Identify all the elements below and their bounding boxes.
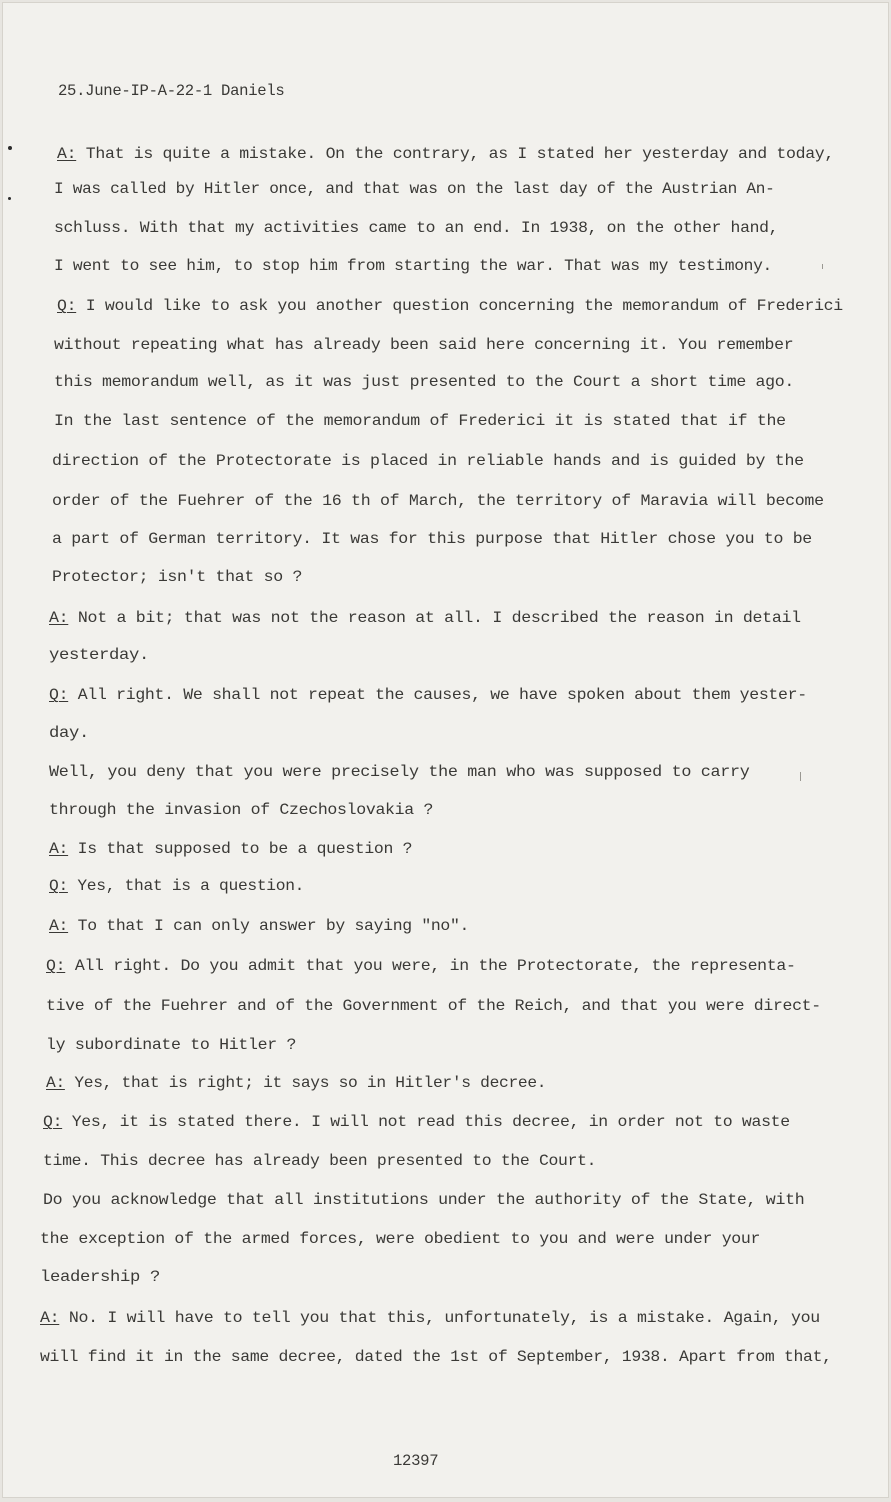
speaker-label: Q:	[46, 957, 66, 975]
line-text: without repeating what has already been said here concerning it. You remember	[54, 336, 794, 354]
line-text: time. This decree has already been presented to the Court.	[43, 1152, 597, 1170]
line-text: Is that supposed to be a question ?	[68, 840, 413, 858]
line-text: order of the Fuehrer of the 16 th of March, the territory of Maravia will become	[52, 492, 824, 510]
line-text: That is quite a mistake. On the contrary, as I stated her yesterday and today,	[76, 145, 834, 163]
line-text: All right. Do you admit that you were, in the Protectorate, the representa-	[65, 957, 796, 975]
stray-mark	[822, 264, 823, 269]
line-text: To that I can only answer by saying "no".	[68, 917, 470, 935]
text-line	[46, 1073, 546, 1093]
line-text: No. I will have to tell you that this, unfortunately, is a mistake. Again, you	[59, 1309, 820, 1327]
stray-mark	[800, 772, 801, 781]
speaker-label: A:	[46, 1074, 65, 1092]
line-text: I was called by Hitler once, and that was on the last day of the Austrian An-	[54, 180, 775, 198]
text-line	[54, 411, 786, 431]
page-number: 12397	[393, 1452, 439, 1470]
text-line	[49, 723, 89, 743]
line-text: the exception of the armed forces, were obedient to you and were under your	[40, 1230, 761, 1248]
text-line	[49, 800, 433, 820]
margin-dot	[8, 197, 11, 200]
line-text: Not a bit; that was not the reason at all. I described the reason in detail	[68, 609, 801, 627]
text-line	[40, 1308, 820, 1328]
speaker-label: Q:	[43, 1113, 63, 1131]
text-line	[46, 1035, 296, 1055]
line-text: All right. We shall not repeat the causes, we have spoken about them yester-	[68, 686, 807, 704]
text-line	[49, 762, 749, 782]
text-line	[54, 218, 778, 238]
speaker-label: Q:	[49, 877, 68, 895]
text-line	[46, 956, 796, 976]
speaker-label: A:	[57, 145, 77, 163]
text-line	[49, 685, 807, 705]
line-text: yesterday.	[49, 646, 149, 664]
line-text: will find it in the same decree, dated the 1st of September, 1938. Apart from that,	[40, 1348, 832, 1366]
margin-dot	[8, 146, 12, 150]
line-text: day.	[49, 724, 90, 742]
text-line	[54, 335, 793, 355]
line-text: direction of the Protectorate is placed in reliable hands and is guided by the	[52, 452, 804, 470]
text-line	[40, 1267, 160, 1287]
text-line	[52, 529, 812, 549]
line-text: In the last sentence of the memorandum of Frederici it is stated that if the	[54, 412, 786, 430]
text-line	[46, 996, 821, 1016]
speaker-label: Q:	[49, 686, 69, 704]
text-line	[40, 1347, 832, 1367]
text-line	[40, 1229, 760, 1249]
line-text: Well, you deny that you were precisely the man who was supposed to carry	[49, 763, 750, 781]
line-text: Protector; isn't that so ?	[52, 568, 303, 586]
line-text: Do you acknowledge that all institutions under the authority of the State, with	[43, 1191, 805, 1209]
line-text: I went to see him, to stop him from starting the war. That was my testimony.	[54, 257, 773, 275]
text-line	[49, 839, 412, 859]
text-line	[49, 916, 469, 936]
text-line	[49, 876, 304, 896]
text-line	[43, 1151, 596, 1171]
line-text: tive of the Fuehrer and of the Government of the Reich, and that you were direct-	[46, 997, 821, 1015]
text-line	[52, 451, 804, 471]
line-text: Yes, that is a question.	[67, 877, 305, 895]
speaker-label: A:	[49, 917, 69, 935]
speaker-label: A:	[49, 609, 69, 627]
line-text: ly subordinate to Hitler ?	[46, 1036, 297, 1054]
line-text: I would like to ask you another question concerning the memorandum of Frederici	[76, 297, 843, 315]
text-line	[52, 567, 302, 587]
text-line	[57, 144, 834, 164]
line-text: this memorandum well, as it was just presented to the Court a short time ago.	[54, 373, 794, 391]
speaker-label: A:	[49, 840, 69, 858]
speaker-label: Q:	[57, 297, 77, 315]
text-line	[54, 372, 794, 392]
line-text: leadership ?	[40, 1268, 161, 1286]
document-page	[2, 2, 889, 1498]
text-line	[43, 1112, 790, 1132]
text-line	[43, 1190, 804, 1210]
text-line	[49, 608, 801, 628]
page-header: 25.June-IP-A-22-1 Daniels	[58, 82, 285, 100]
line-text: Yes, that is right; it says so in Hitler's decree.	[64, 1074, 547, 1092]
text-line	[57, 296, 843, 316]
speaker-label: A:	[40, 1309, 60, 1327]
text-line	[49, 645, 149, 665]
line-text: through the invasion of Czechoslovakia ?	[49, 801, 434, 819]
text-line	[54, 179, 774, 199]
line-text: Yes, it is stated there. I will not read this decree, in order not to waste	[62, 1113, 790, 1131]
line-text: schluss. With that my activities came to an end. In 1938, on the other hand,	[54, 219, 779, 237]
text-line	[52, 491, 824, 511]
text-line	[54, 256, 772, 276]
line-text: a part of German territory. It was for this purpose that Hitler chose you to be	[52, 530, 812, 548]
